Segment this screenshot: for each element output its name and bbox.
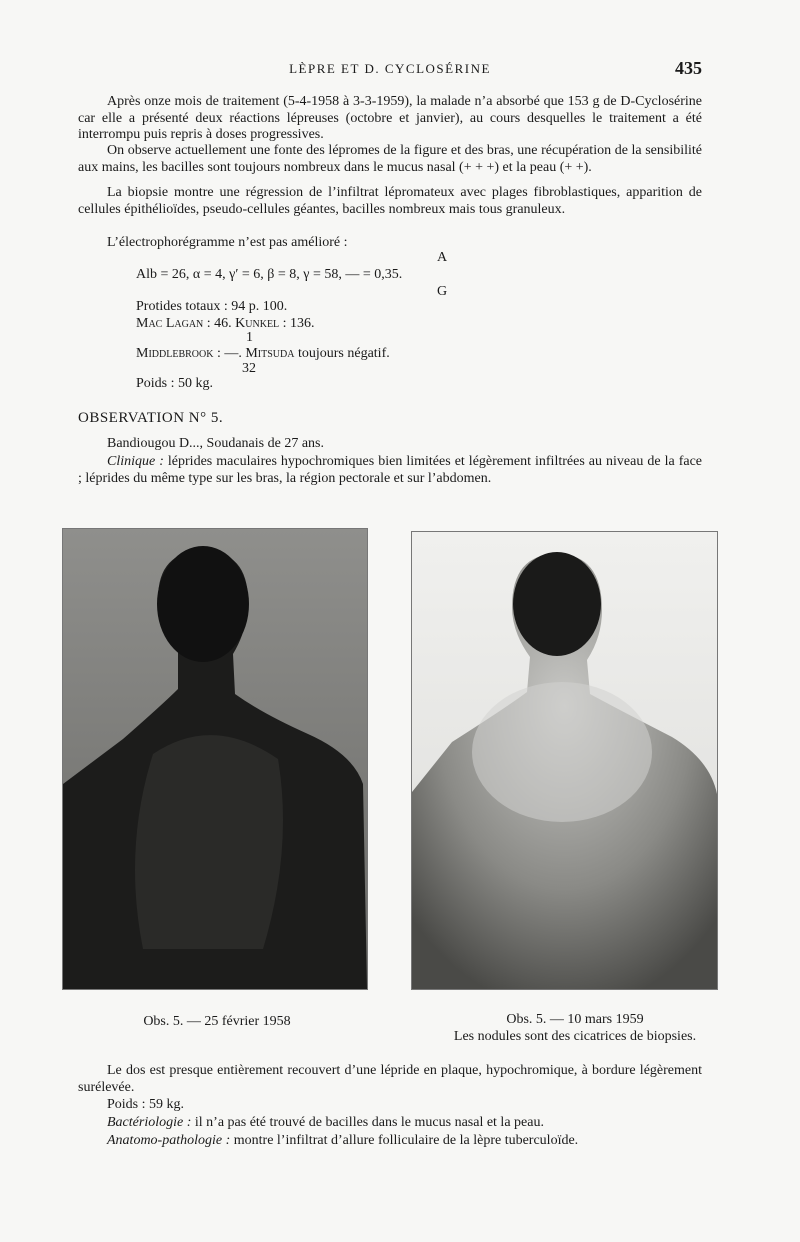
clinique-text: léprides maculaires hypochromiques bien limitées et légèrement infiltrées au niveau de la face ; léprides du même type sur les bras, la région pectorale et sur l’abdomen. (78, 454, 702, 486)
protides-line: Protides totaux : 94 p. 100. (136, 299, 288, 314)
bacteriology-line (78, 1115, 702, 1132)
mitsuda-label: Mitsuda (245, 346, 295, 361)
middlebrook-numerator: 1 (246, 330, 253, 345)
followup-weight: Poids : 59 kg. (107, 1097, 185, 1112)
clinical-paragraph (78, 454, 702, 487)
paragraph-observation: On observe actuellement une fonte des lépromes de la figure et des bras, une récupération de la sensibilité aux mains, les bacilles sont toujours nombreux dans le mucus nasal (+ + +) et la peau (+ +). (78, 143, 702, 175)
mac-lagan-value: : 46. (203, 316, 236, 331)
back-figure-1958 (63, 529, 367, 989)
mitsuda-value: toujours négatif. (294, 346, 390, 361)
right-caption (410, 1011, 740, 1045)
anatomopathology-label: Anatomo-pathologie : (107, 1133, 231, 1148)
photo-back-1958 (62, 528, 368, 990)
photo-back-1959 (411, 531, 718, 990)
paragraph-biopsy: La biopsie montre une régression de l’infiltrat lépromateux avec plages fibroblastiques, apparition de cellules épithélioïdes, pseudo-cellules géantes, bacilles nombreux mais tous granuleux. (78, 185, 702, 217)
anatomopathology-text: montre l’infiltrat d’allure folliculaire de la lèpre tuberculoïde. (230, 1133, 579, 1148)
anatomopathology-line (78, 1133, 702, 1150)
middlebrook-line (136, 346, 390, 362)
patient-line: Bandiougou D..., Soudanais de 27 ans. (107, 436, 324, 451)
running-head (78, 58, 702, 80)
bacteriology-label: Bactériologie : (107, 1115, 192, 1130)
serology-line (136, 316, 315, 332)
ratio-numerator: A (437, 250, 448, 265)
clinique-label: Clinique : (107, 454, 164, 469)
bacteriology-text: il n’a pas été trouvé de bacilles dans le mucus nasal et la peau. (191, 1115, 544, 1130)
running-title: LÈPRE ET D. CYCLOSÉRINE (289, 61, 491, 76)
paragraph-treatment: Après onze mois de traitement (5-4-1958 à 3-3-1959), la malade n’a absorbé que 153 g de D-Cyclosérine car elle a présenté deux réactions lépreuses (octobre et janvier), au cours desquelles le traitement a été interrompu puis repris à doses progressives. (78, 94, 702, 142)
middlebrook-value: : —. (213, 346, 246, 361)
electrophoresis-values: Alb = 26, α = 4, γ′ = 6, β = 8, γ = 58, — = 0,35. (136, 267, 403, 282)
observation-heading: OBSERVATION N° 5. (78, 410, 224, 426)
middlebrook-label: Middlebrook (136, 346, 214, 361)
left-caption: Obs. 5. — 25 février 1958 (143, 1014, 291, 1029)
right-caption-date: Obs. 5. — 10 mars 1959 (506, 1012, 644, 1027)
ratio-denominator: G (437, 284, 448, 299)
middlebrook-denominator: 32 (242, 361, 256, 376)
mac-lagan-label: Mac Lagan (136, 316, 204, 331)
back-description: Le dos est presque entièrement recouvert d’une lépride en plaque, hypochromique, à bordure légèrement surélevée. (78, 1063, 702, 1095)
page-number: 435 (675, 58, 702, 78)
paragraph-electrophoresis: L’électrophorégramme n’est pas amélioré : (107, 235, 348, 250)
kunkel-value: : 136. (279, 316, 315, 331)
back-figure-1959 (412, 532, 717, 989)
weight-line: Poids : 50 kg. (136, 376, 214, 391)
kunkel-label: Kunkel (235, 316, 280, 331)
right-caption-note: Les nodules sont des cicatrices de biopsies. (453, 1029, 697, 1044)
